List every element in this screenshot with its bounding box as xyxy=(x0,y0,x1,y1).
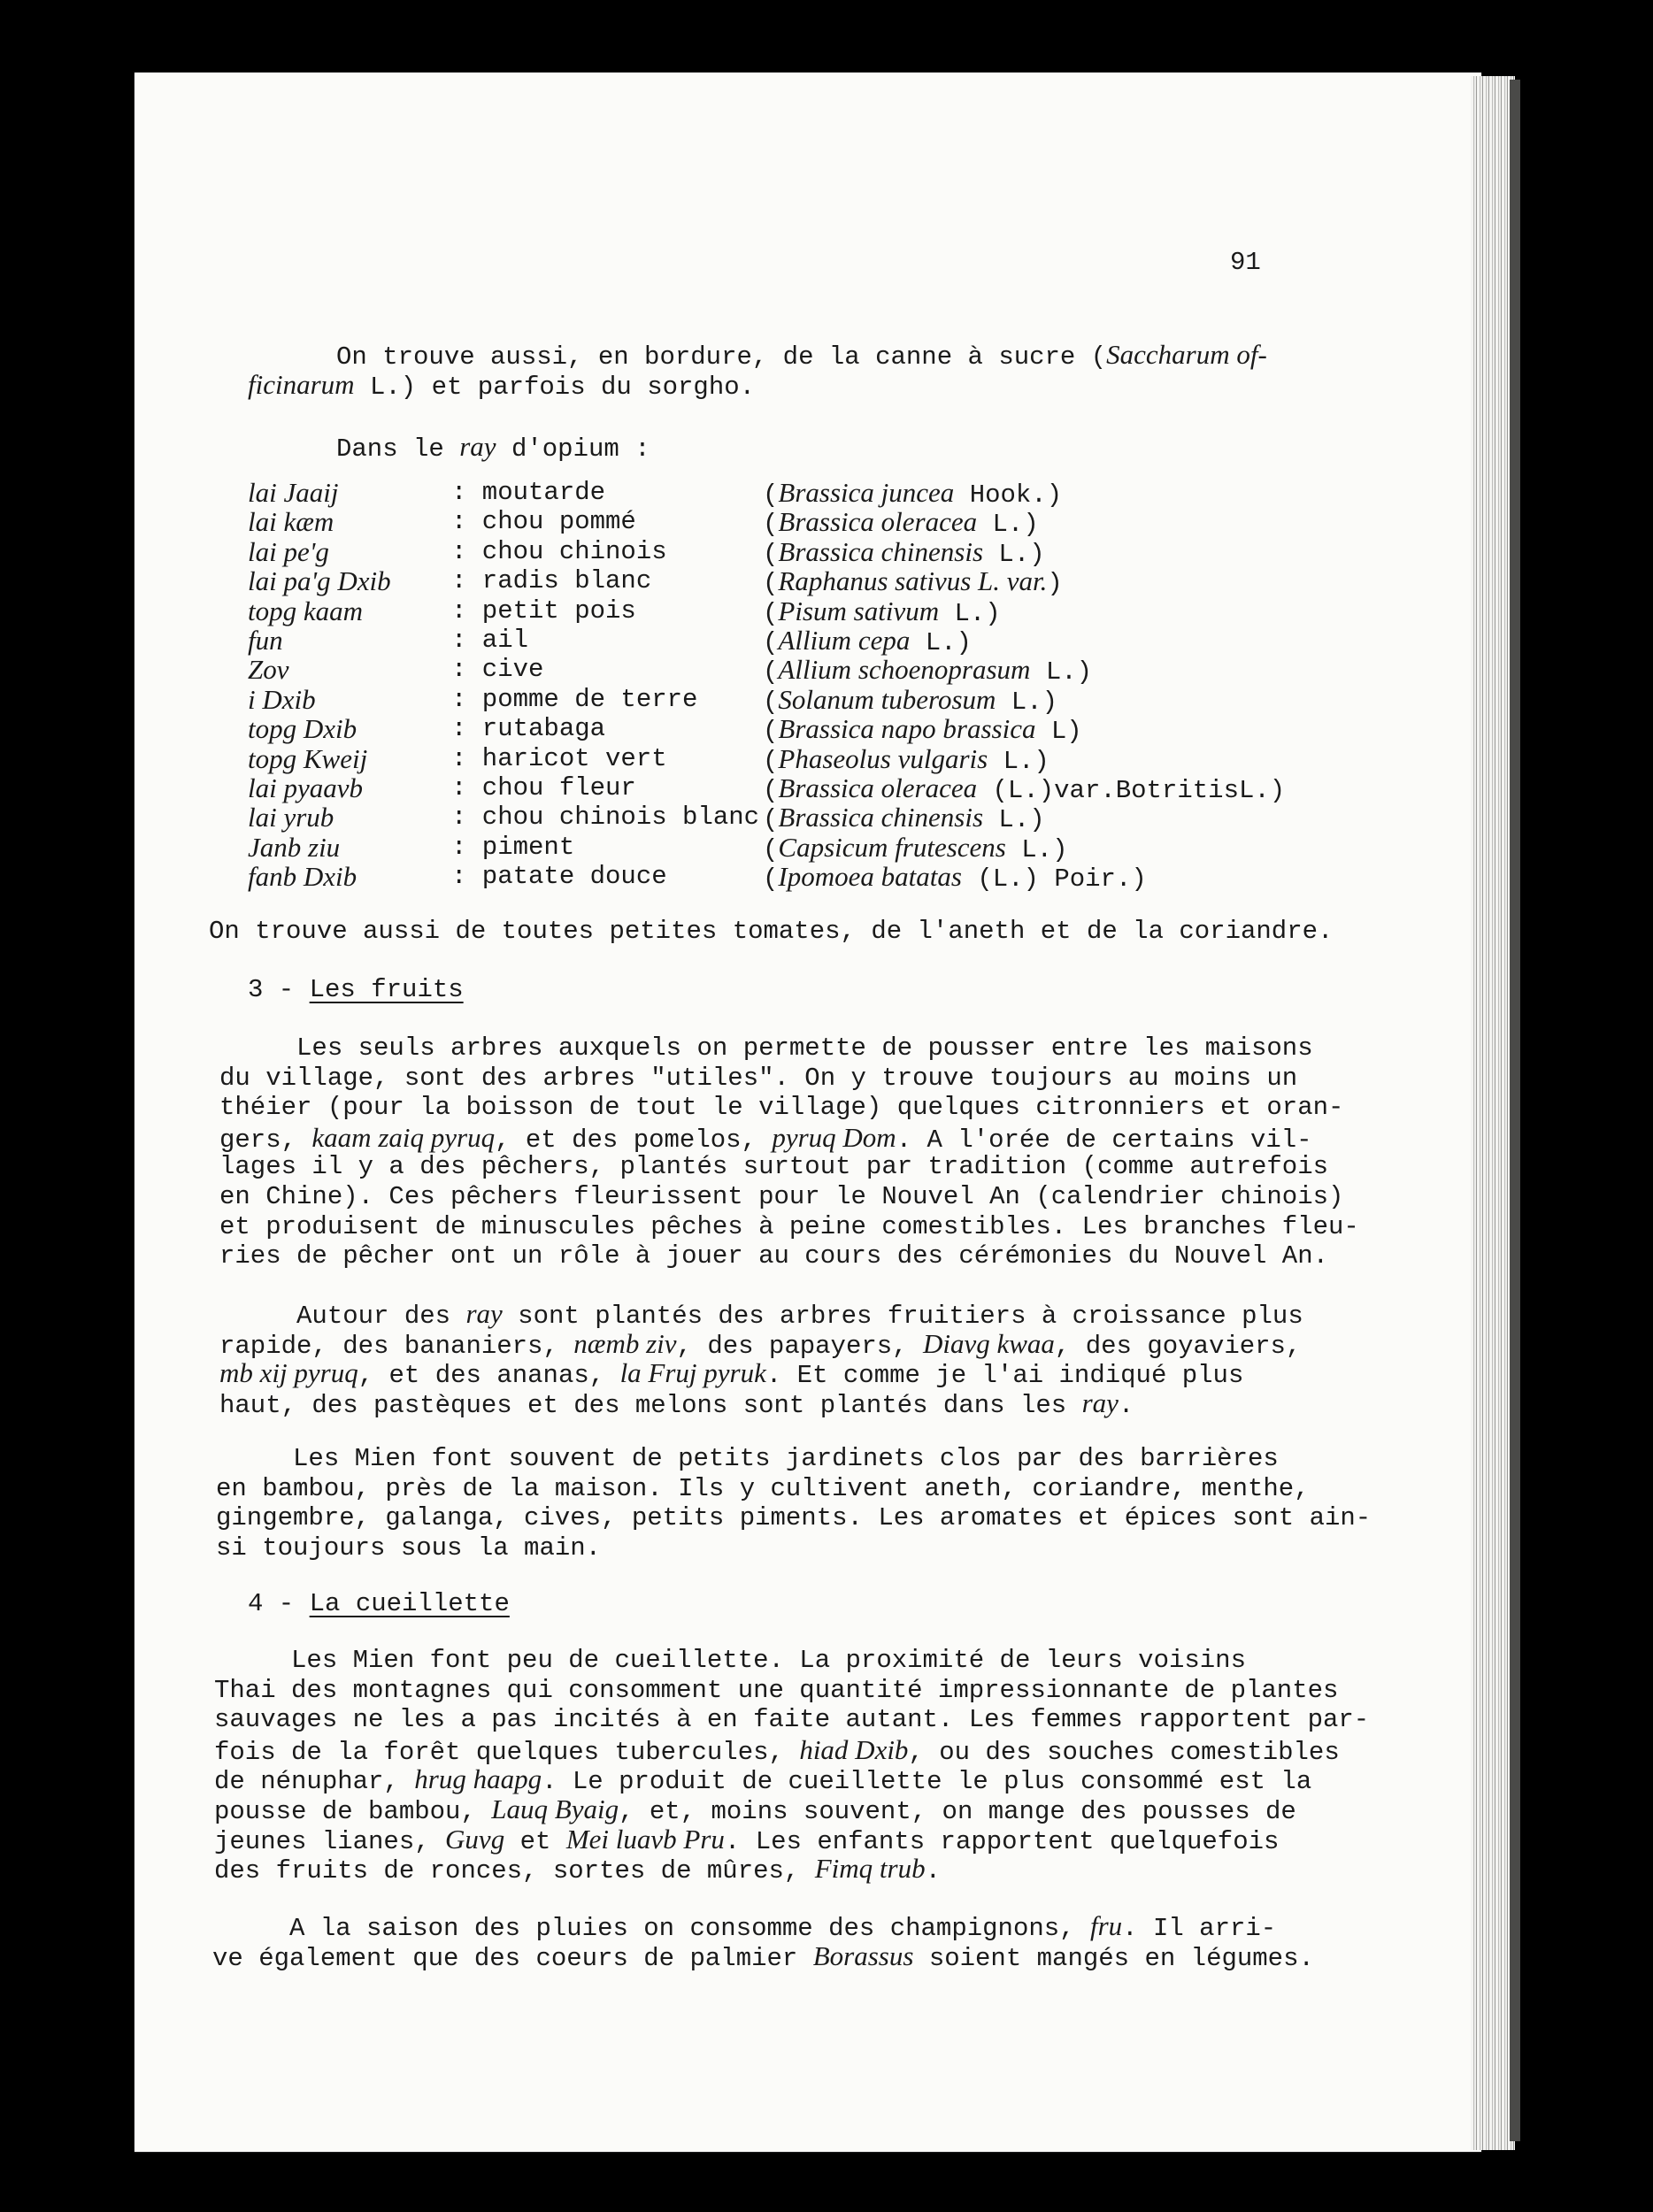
gathering-line: fois de la forêt quelques tubercules, hiad Dxib, ou des souches comestibles xyxy=(214,1733,1340,1767)
french-name: : piment xyxy=(451,832,575,862)
scientific-name: (Capsicum frutescens L.) xyxy=(763,831,1068,864)
french-name: : moutarde xyxy=(451,478,606,507)
scientific-name: (Brassica oleracea L.) xyxy=(763,506,1039,540)
french-name: : radis blanc xyxy=(451,566,652,596)
garden-line: en bambou, près de la maison. Ils y cultivent aneth, coriandre, menthe, xyxy=(216,1473,1310,1503)
garden-line: gingembre, galanga, cives, petits piments. Les aromates et épices sont ain- xyxy=(216,1503,1372,1533)
scientific-name: (Ipomoea batatas (L.) Poir.) xyxy=(763,861,1147,895)
french-name: : haricot vert xyxy=(451,743,667,773)
scientific-name: (Solanum tuberosum L.) xyxy=(763,683,1058,717)
mien-name: Zov xyxy=(248,654,289,686)
fruits-line: gers, kaam zaiq pyruq, et des pomelos, pyruq Dom. A l'orée de certains vil- xyxy=(219,1121,1312,1155)
fruits-line: lages il y a des pêchers, plantés surtout par tradition (comme autrefois xyxy=(219,1152,1329,1182)
fruits-line: Les seuls arbres auxquels on permette de pousser entre les maisons xyxy=(219,1033,1313,1063)
mien-name: topg Dxib xyxy=(248,713,358,745)
scientific-name: (Brassica chinensis L.) xyxy=(763,535,1045,569)
ray-heading: Dans le ray d'opium : xyxy=(336,431,650,464)
mien-name: lai pa'g Dxib xyxy=(248,565,391,597)
mien-name: Janb ziu xyxy=(248,831,341,863)
scientific-name: (Brassica napo brassica L) xyxy=(763,713,1082,747)
mien-name: fun xyxy=(248,625,283,656)
section-heading: 3 - Les fruits xyxy=(248,975,464,1004)
mien-name: lai kæm xyxy=(248,506,334,538)
scientific-name: (Allium schoenoprasum L.) xyxy=(763,654,1093,687)
french-name: : ail xyxy=(451,626,529,655)
french-name: : pomme de terre xyxy=(451,684,698,714)
french-name: : chou chinois blanc xyxy=(451,803,760,833)
intro-line-2: ficinarum L.) et parfois du sorgho. xyxy=(248,369,756,402)
garden-line: Les Mien font souvent de petits jardinets clos par des barrières xyxy=(216,1444,1279,1473)
page-number: 91 xyxy=(1230,248,1261,277)
fruits-line: et produisent de minuscules pêches à peine comestibles. Les branches fleu- xyxy=(219,1211,1359,1241)
gathering-line: jeunes lianes, Guvg et Mei luavb Pru. Les enfants rapportent quelquefois xyxy=(214,1823,1280,1856)
french-name: : cive xyxy=(451,655,544,685)
section-heading: 4 - La cueillette xyxy=(248,1589,510,1618)
garden-line: si toujours sous la main. xyxy=(216,1532,602,1563)
rain-line: A la saison des pluies on consomme des champignons, fru. Il arri- xyxy=(212,1910,1277,1943)
mien-name: topg kaam xyxy=(248,595,364,626)
scientific-name: (Pisum sativum L.) xyxy=(763,595,1001,628)
ray-line: haut, des pastèques et des melons sont plantés dans les ray. xyxy=(219,1386,1134,1420)
french-name: : petit pois xyxy=(451,595,636,626)
french-name: : patate douce xyxy=(451,862,667,892)
scientific-name: (Phaseolus vulgaris L.) xyxy=(763,742,1049,776)
french-name: : chou pommé xyxy=(451,507,636,537)
fruits-line: théier (pour la boisson de tout le village) quelques citronniers et oran- xyxy=(219,1093,1344,1123)
scientific-name: (Brassica oleracea (L.)var.BotritisL.) xyxy=(763,772,1286,805)
fruits-line: du village, sont des arbres "utiles". On y trouve toujours au moins un xyxy=(219,1063,1298,1093)
fruits-line: en Chine). Ces pêchers fleurissent pour le Nouvel An (calendrier chinois) xyxy=(219,1182,1344,1211)
mien-name: fanb Dxib xyxy=(248,861,358,893)
gathering-line: sauvages ne les a pas incités à en faite autant. Les femmes rapportent par- xyxy=(214,1705,1370,1735)
scientific-name: (Brassica juncea Hook.) xyxy=(763,477,1063,510)
ray-line: rapide, des bananiers, næmb ziv, des papayers, Diavg kwaa, des goyaviers, xyxy=(219,1327,1302,1361)
scientific-name: (Allium cepa L.) xyxy=(763,625,972,657)
scientific-name: (Brassica chinensis L.) xyxy=(763,802,1045,835)
mien-name: i Dxib xyxy=(248,683,316,715)
gathering-line: Thai des montagnes qui consomment une quantité impressionnante de plantes xyxy=(214,1675,1339,1705)
rain-line: ve également que des coeurs de palmier Borassus soient mangés en légumes. xyxy=(212,1939,1314,1973)
fruits-line: ries de pêcher ont un rôle à jouer au cours des cérémonies du Nouvel An. xyxy=(219,1241,1329,1271)
mien-name: lai Jaaij xyxy=(248,477,339,508)
gathering-line: pousse de bambou, Lauq Byaig, et, moins souvent, on mange des pousses de xyxy=(214,1793,1296,1826)
gathering-line: de nénuphar, hrug haapg. Le produit de cueillette le plus consommé est la xyxy=(214,1763,1312,1797)
french-name: : chou chinois xyxy=(451,536,667,566)
ray-line: mb xij pyruq, et des ananas, la Fruj pyruk. Et comme je l'ai indiqué plus xyxy=(219,1357,1244,1391)
french-name: : chou fleur xyxy=(451,773,636,803)
mien-name: lai yrub xyxy=(248,802,334,833)
ray-line: Autour des ray sont plantés des arbres fruitiers à croissance plus xyxy=(219,1298,1303,1331)
gathering-line: Les Mien font peu de cueillette. La proximité de leurs voisins xyxy=(214,1646,1246,1675)
scientific-name: (Raphanus sativus L. var.) xyxy=(763,565,1063,599)
french-name: : rutabaga xyxy=(451,714,606,744)
after-list-line: On trouve aussi de toutes petites tomates, de l'aneth et de la coriandre. xyxy=(209,917,1334,946)
mien-name: lai pe'g xyxy=(248,535,329,567)
gathering-line: des fruits de ronces, sortes de mûres, Fimq trub. xyxy=(214,1853,941,1886)
mien-name: topg Kweij xyxy=(248,742,368,774)
mien-name: lai pyaavb xyxy=(248,772,363,803)
intro-line-1: On trouve aussi, en bordure, de la canne à sucre (Saccharum of- xyxy=(336,339,1267,372)
